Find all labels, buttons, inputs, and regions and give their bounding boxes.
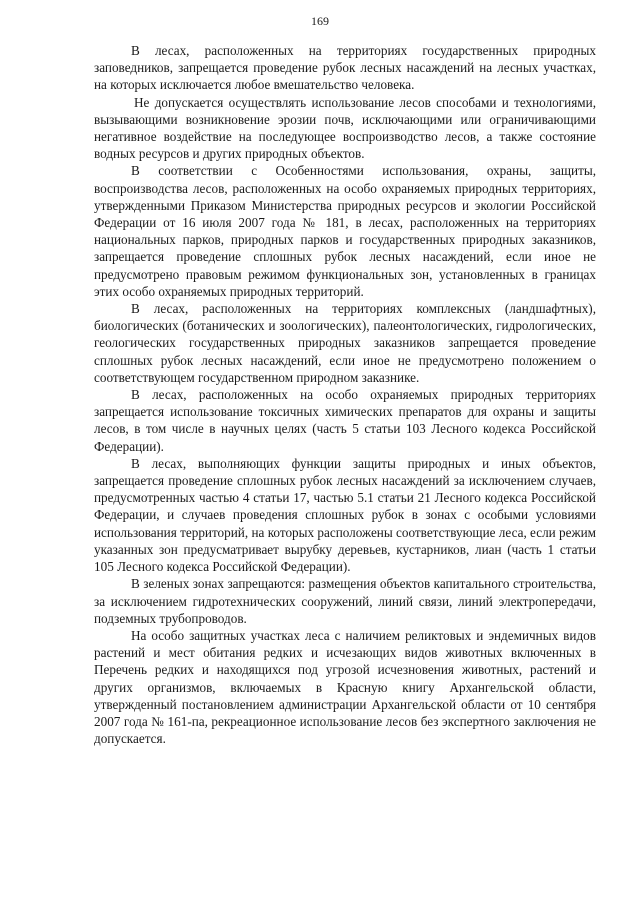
paragraph-toxic-chemicals: В лесах, расположенных на особо охраняемых природных территориях запрещается использование токсичных химических препаратов для охраны и защиты лесов, в том числе в научных целях (часть 5 статьи 103 Лесного кодекса Российской Федерации). (94, 387, 596, 454)
paragraph-reserves: В лесах, расположенных на территориях государственных природных заповедников, запрещается проведение рубок лесных насаждений на лесных участках, на которых исключается любое вмешательство человека. (94, 43, 596, 93)
document-body (94, 42, 596, 747)
page-number: 169 (311, 14, 329, 28)
paragraph-green-zones: В зеленых зонах запрещаются: размещения объектов капитального строительства, за исключением гидротехнических сооружений, линий связи, линий электропередачи, подземных трубопроводов. (94, 576, 596, 626)
paragraph-complex-reserves: В лесах, расположенных на территориях комплексных (ландшафтных), биологических (ботанических и зоологических), палеонтологических, гидрологических, геологических государственных природных заказников запрещается проведение сплошных рубок лесных насаждений, если иное не предусмотрено положением о соответствующем государственном природном заказнике. (94, 301, 596, 385)
paragraph-erosion: Не допускается осуществлять использование лесов способами и технологиями, вызывающими возникновение эрозии почв, исключающими или ограничивающими негативное воздействие на последующее воспроизводство лесов, а также состояние водных ресурсов и других природных объектов. (94, 94, 596, 162)
paragraph-national-parks: В соответствии с Особенностями использования, охраны, защиты, воспроизводства лесов, расположенных на особо охраняемых природных территориях, утвержденными Приказом Министерства природных ресурсов и экологии Российской Федерации от 16 июля 2007 года № 181, в лесах, расположенных на территориях национальных парков, природных парков и государственных природных заказников, запрещается проведение сплошных рубок лесных насаждений, если иное не предусмотрено правовым режимом функциональных зон, установленных в границах этих особо охраняемых природных территорий. (94, 163, 596, 299)
paragraph-protective-forests: В лесах, выполняющих функции защиты природных и иных объектов, запрещается проведение сплошных рубок лесных насаждений за исключением случаев, предусмотренных частью 4 статьи 17, частью 5.1 статьи 21 Лесного кодекса Российской Федерации, и случаев проведения сплошных рубок в зонах с особыми условиями использования территорий, на которых расположены соответствующие леса, если режим указанных зон предусматривает вырубку деревьев, кустарников, лиан (часть 1 статьи 105 Лесного кодекса Российской Федерации). (94, 455, 596, 575)
paragraph-relict-species: На особо защитных участках леса с наличием реликтовых и эндемичных видов растений и мест обитания редких и исчезающих видов животных включенных в Перечень редких и находящихся под угрозой исчезновения животных, растений и других организмов, включаемых в Красную книгу Архангельской области, утвержденный постановлением администрации Архангельской области от 10 сентября 2007 года № 161-па, рекреационное использование лесов без экспертного заключения не допускается. (94, 627, 596, 747)
